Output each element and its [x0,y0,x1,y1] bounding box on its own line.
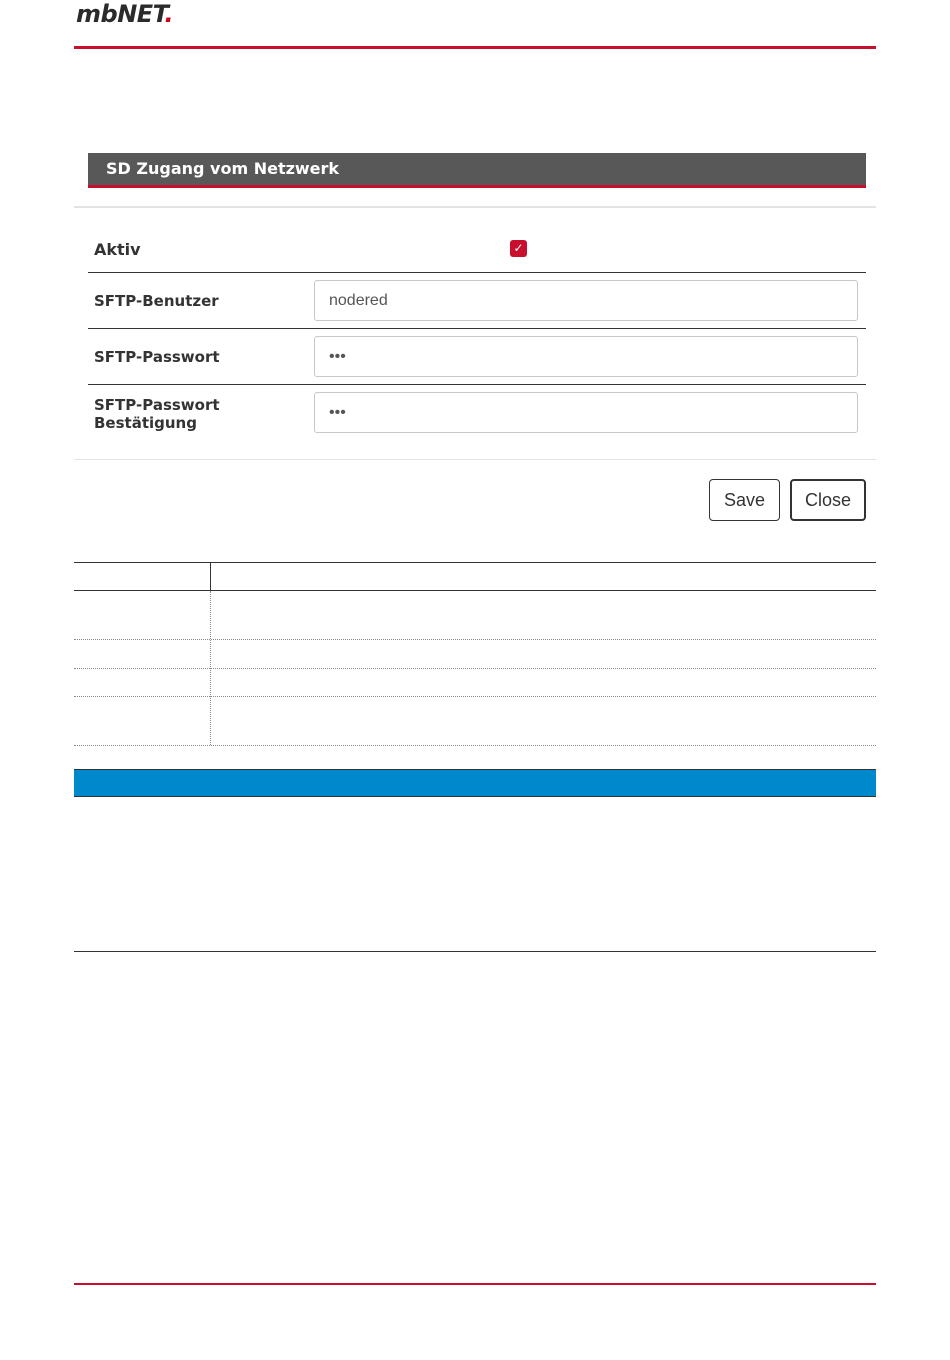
footer-divider [74,1283,876,1285]
table-header-border [74,590,876,591]
sftp-password-input[interactable]: ••• [314,336,858,377]
row-divider [88,384,866,385]
close-button[interactable]: Close [790,479,866,521]
row-divider [88,328,866,329]
table-row [74,639,876,640]
check-icon: ✓ [513,241,524,255]
sftp-password-confirm-label [94,396,220,432]
confirm-label-line1: SFTP-Passwort [94,396,220,414]
sftp-password-label: SFTP-Passwort [94,348,220,366]
aktiv-checkbox[interactable] [510,240,527,257]
mbnet-logo: mbNET. [76,0,174,28]
sftp-user-input[interactable]: nodered [314,280,858,321]
table-row [74,696,876,697]
info-box-bottom-border [74,951,876,952]
form-top-divider [74,206,876,208]
save-button[interactable]: Save [709,479,780,521]
row-divider [88,272,866,273]
table-top-border [74,562,876,563]
table-header-column-divider [210,562,211,590]
aktiv-label: Aktiv [94,240,141,259]
panel-title-bar [88,153,866,188]
sftp-password-confirm-input[interactable]: ••• [314,392,858,433]
sftp-user-label: SFTP-Benutzer [94,292,219,310]
info-bar [74,769,876,797]
confirm-label-line2: Bestätigung [94,414,197,432]
header-divider [74,46,876,49]
form-bottom-divider [74,459,876,460]
table-row [74,668,876,669]
table-row [74,745,876,746]
panel-title: SD Zugang vom Netzwerk [106,159,340,178]
